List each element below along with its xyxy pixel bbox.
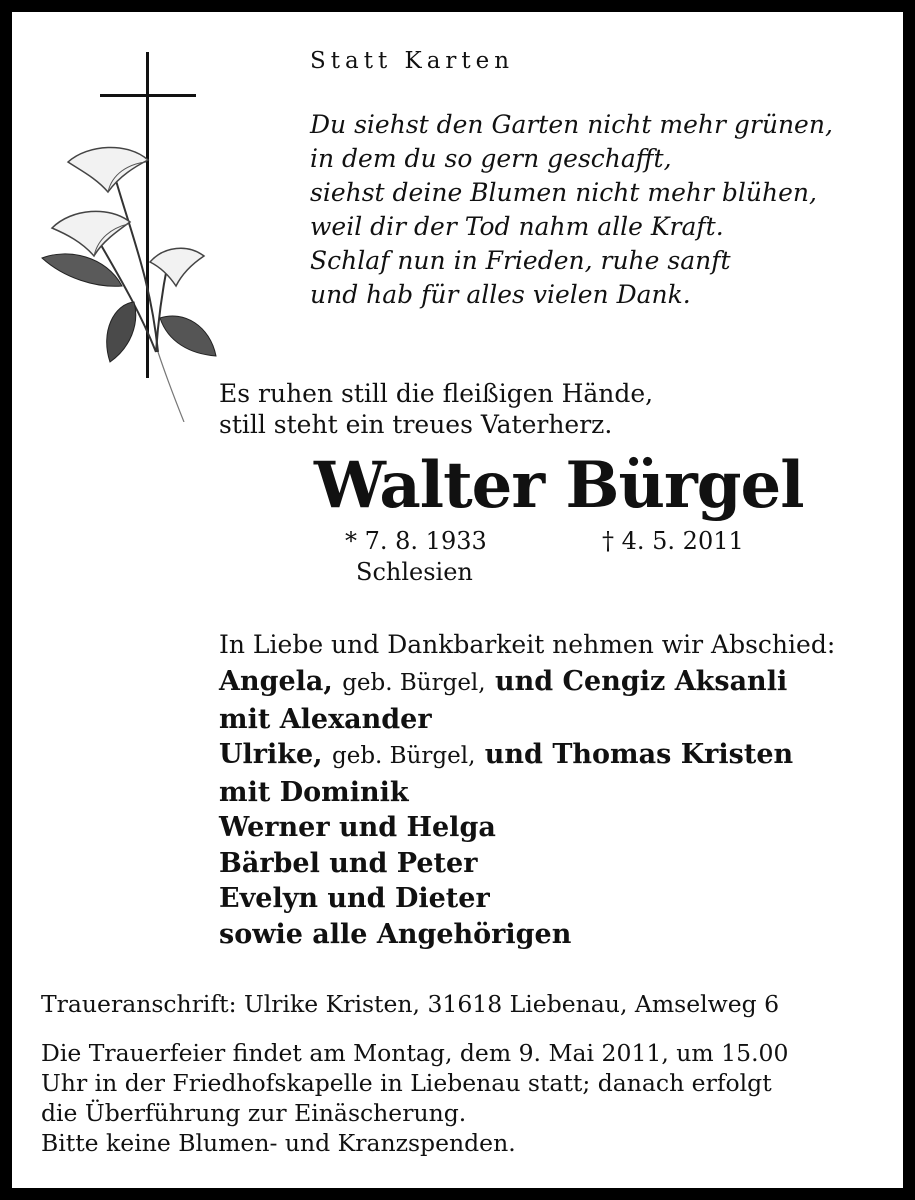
mourner-nee: geb. Bürgel, — [342, 670, 486, 696]
poem-line: siehst deine Blumen nicht mehr blühen, — [310, 178, 817, 207]
deceased-name: Walter Bürgel — [314, 448, 804, 523]
poem-line: weil dir der Tod nahm alle Kraft. — [310, 212, 724, 241]
mourner-nee: geb. Bürgel, — [331, 743, 476, 769]
mourner-partner: und Thomas Kristen — [484, 739, 794, 770]
farewell-line: In Liebe und Dankbarkeit nehmen wir Abschied: — [219, 630, 836, 659]
intro-line: still steht ein treues Vaterherz. — [219, 410, 613, 439]
service-notice — [41, 1038, 788, 1158]
notice-line: Uhr in der Friedhofskapelle in Liebenau statt; danach erfolgt — [41, 1069, 772, 1097]
mourner-line: mit Dominik — [219, 776, 409, 808]
mourner-partner: und Cengiz Aksanli — [495, 666, 788, 697]
mourner-line: Evelyn und Dieter — [219, 883, 490, 914]
poem-line: Schlaf nun in Frieden, ruhe sanft — [310, 246, 731, 275]
notice-line: Bitte keine Blumen- und Kranzspenden. — [41, 1129, 516, 1157]
poem-line: Du siehst den Garten nicht mehr grünen, — [310, 110, 833, 139]
mourning-address: Traueranschrift: Ulrike Kristen, 31618 Liebenau, Amselweg 6 — [41, 990, 780, 1018]
mourner-name: Ulrike, — [219, 739, 323, 770]
poem-line: und hab für alles vielen Dank. — [310, 280, 691, 309]
mourner-line: mit Alexander — [219, 703, 432, 735]
mourner-name: Angela, — [219, 666, 333, 697]
mourner-line — [219, 664, 793, 702]
intro-line: Es ruhen still die fleißigen Hände, — [219, 379, 654, 408]
poem-line: in dem du so gern geschafft, — [310, 144, 672, 173]
mourner-line: Werner und Helga — [219, 812, 496, 843]
obituary-notice — [12, 12, 903, 1188]
notice-line: die Überführung zur Einäscherung. — [41, 1099, 467, 1127]
cross-lily-icon — [38, 52, 218, 422]
intro-verse — [219, 378, 653, 440]
birthplace: Schlesien — [356, 558, 473, 586]
mourner-line: sowie alle Angehörigen — [219, 918, 572, 950]
death-date: † 4. 5. 2011 — [602, 527, 744, 555]
birth-date: * 7. 8. 1933 — [345, 527, 487, 555]
statt-karten-label: Statt Karten — [310, 48, 515, 74]
mourner-line: Bärbel und Peter — [219, 847, 478, 879]
notice-line: Die Trauerfeier findet am Montag, dem 9. Mai 2011, um 15.00 — [41, 1039, 789, 1067]
mourners-list — [219, 664, 793, 952]
poem — [310, 108, 833, 312]
mourner-line — [219, 737, 793, 775]
